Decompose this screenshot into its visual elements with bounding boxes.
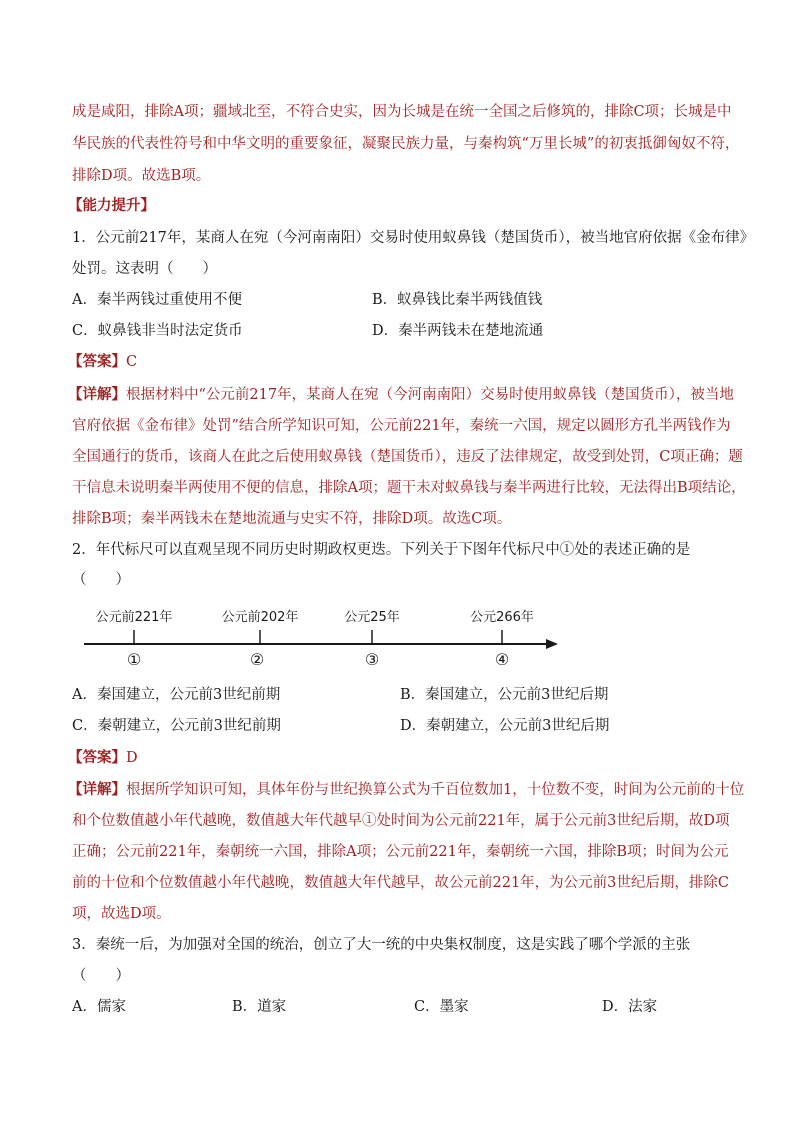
- q2-answer-label: 【答案】: [68, 749, 126, 766]
- q3-stem-line: 3．秦统一后，为加强对全国的统治，创立了大一统的中央集权制度，这是实践了哪个学派的主张: [72, 937, 691, 953]
- q2-stem-line: （ ）: [72, 572, 130, 588]
- q2-answer-value: D: [126, 750, 138, 766]
- q1-option-d: D．秦半两钱未在楚地流通: [372, 323, 544, 339]
- intro-explanation-line: 成是咸阳，排除A项；疆域北至，不符合史实，因为长城是在统一全国之后修筑的，排除C项；长城是中: [72, 104, 732, 120]
- q1-stem-line: 1．公元前217年，某商人在宛（今河南南阳）交易时使用蚁鼻钱（楚国货币），被当地官府依据《金布律》: [72, 230, 755, 246]
- timeline-marker-2: ②: [249, 650, 265, 669]
- intro-explanation-line: 排除D项。故选B项。: [72, 168, 211, 184]
- q2-option-b: B．秦国建立，公元前3世纪后期: [400, 687, 609, 703]
- q1-detail-line: 排除B项；秦半两钱未在楚地流通与史实不符，排除D项。故选C项。: [72, 511, 512, 527]
- q3-option-d: D．法家: [602, 999, 658, 1015]
- q3-option-c: C．墨家: [414, 999, 469, 1015]
- q1-stem-line: 处罚。这表明（ ）: [72, 261, 217, 277]
- timeline-marker-3: ③: [364, 650, 380, 669]
- q2-answer: [68, 748, 138, 768]
- q1-option-a: A．秦半两钱过重使用不便: [72, 292, 242, 308]
- q2-option-a: A．秦国建立，公元前3世纪前期: [72, 687, 281, 703]
- q1-answer-value: C: [126, 354, 138, 370]
- timeline-date-label: 公元25年: [344, 610, 400, 625]
- q2-option-c: C．秦朝建立，公元前3世纪前期: [72, 718, 281, 734]
- q1-detail-line: 干信息未说明秦半两使用不便的信息，排除A项；题干未对蚁鼻钱与秦半两进行比较，无法得出B项结论，: [72, 480, 746, 496]
- timeline-date-label: 公元前221年: [95, 610, 173, 625]
- q2-detail-line: 前的十位和个位数值越小年代越晚，数值越大年代越早，故公元前221年，为公元前3世纪后期，排除C: [72, 875, 729, 891]
- q1-detail-line: 官府依据《金布律》处罚”结合所学知识可知，公元前221年，秦统一六国，规定以圆形方孔半两钱作为: [72, 418, 731, 434]
- q2-stem-line: 2．年代标尺可以直观呈现不同历史时期政权更迭。下列关于下图年代标尺中①处的表述正确的是: [72, 542, 691, 558]
- timeline-arrow-icon: [546, 639, 558, 649]
- timeline-marker-1: ①: [126, 650, 142, 669]
- intro-explanation-line: 华民族的代表性符号和中华文明的重要象征，凝聚民族力量，与秦构筑“万里长城”的初衷抵御匈奴不符，: [72, 136, 740, 152]
- timeline-marker-4: ④: [494, 650, 510, 669]
- q1-detail-text: 根据材料中“公元前217年，某商人在宛（今河南南阳）交易时使用蚁鼻钱（楚国货币），被当地: [126, 387, 734, 403]
- q1-detail-line: 全国通行的货币，该商人在此之后使用蚁鼻钱（楚国货币），违反了法律规定，故受到处罚，C项正确；题: [72, 449, 743, 465]
- q2-detail-line: 正确；公元前221年，秦朝统一六国，排除A项；公元前221年，秦朝统一六国，排除B项；时间为公元: [72, 844, 729, 860]
- q2-detail-label: 【详解】: [68, 781, 126, 798]
- q2-detail-line: 项，故选D项。: [72, 906, 171, 922]
- q1-option-c: C．蚁鼻钱非当时法定货币: [72, 323, 243, 339]
- q1-answer-label: 【答案】: [68, 353, 126, 370]
- q2-detail-line: [68, 780, 744, 800]
- q3-stem-line: （ ）: [72, 968, 130, 984]
- timeline-date-label: 公元前202年: [221, 610, 299, 625]
- q3-option-a: A．儒家: [72, 999, 126, 1015]
- q2-detail-line: 和个位数值越小年代越晚，数值越大年代越早①处时间为公元前221年，属于公元前3世纪后期，故D项: [72, 813, 730, 829]
- q1-option-b: B．蚁鼻钱比秦半两钱值钱: [372, 292, 543, 308]
- q1-detail-label: 【详解】: [68, 386, 126, 403]
- q3-option-b: B．道家: [232, 999, 287, 1015]
- q2-detail-text: 根据所学知识可知，具体年份与世纪换算公式为千百位数加1，十位数不变，时间为公元前的十位: [126, 782, 745, 798]
- q2-option-d: D．秦朝建立，公元前3世纪后期: [400, 718, 610, 734]
- section-header: 【能力提升】: [68, 197, 155, 214]
- timeline-date-label: 公元266年: [470, 610, 534, 625]
